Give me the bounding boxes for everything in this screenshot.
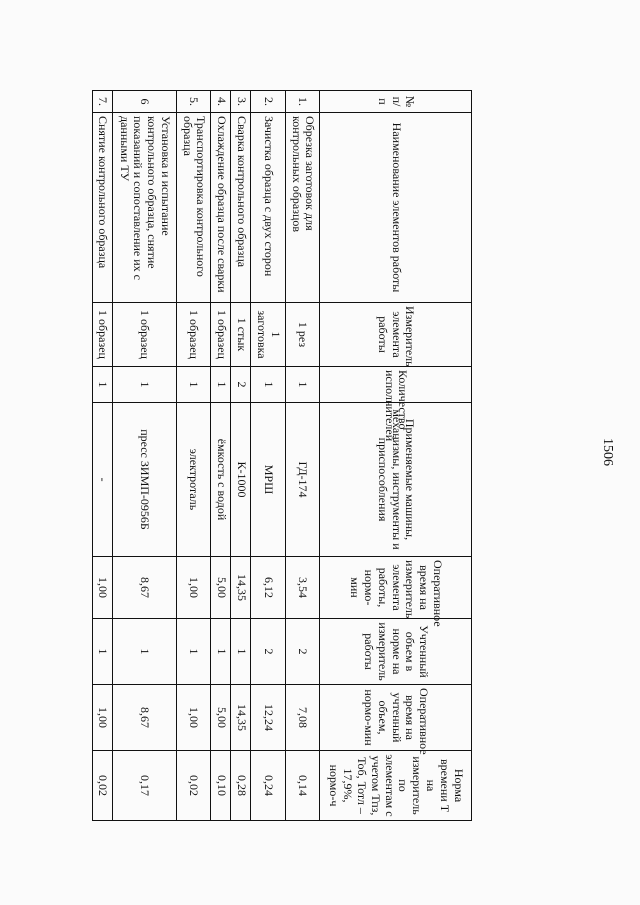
cell-num: 4. [211,91,231,113]
cell-volume: 1 [93,619,113,685]
cell-unit: 1 образец [211,303,231,367]
header-volume: Учтенный объем в норме на измеритель работы [320,619,472,685]
cell-executors: 1 [93,367,113,403]
cell-tools: ёмкость с водой [211,403,231,557]
cell-name: Установка и испытание контрольного образца, снятие показаний и сопоставление их с данными ТУ [112,113,176,303]
cell-num: 7. [93,91,113,113]
cell-op-norm: 14,35 [231,685,251,751]
cell-volume: 2 [251,619,286,685]
cell-op-norm: 8,67 [112,685,176,751]
cell-num: 5. [176,91,211,113]
cell-num: 3. [231,91,251,113]
cell-norm: 0,17 [112,751,176,821]
table-row [251,91,286,821]
table-row [93,91,113,821]
cell-unit: 1 образец [112,303,176,367]
cell-op-norm: 7,08 [285,685,320,751]
cell-norm: 0,02 [93,751,113,821]
header-op-norm: Оперативное время на учтенный объем, нормо-мин [320,685,472,751]
cell-num: 1. [285,91,320,113]
header-tools: Применяемые машины, механизмы, инструменты и приспособления [320,403,472,557]
cell-op-norm: 1,00 [93,685,113,751]
cell-executors: 1 [251,367,286,403]
table-row [211,91,231,821]
cell-tools: К-1000 [231,403,251,557]
cell-executors: 1 [285,367,320,403]
cell-op-norm: 12,24 [251,685,286,751]
cell-op-time: 5,00 [211,557,231,619]
table-header-row [320,91,472,821]
cell-name: Обрезка заготовок для контрольных образцов [285,113,320,303]
cell-unit: 1 образец [176,303,211,367]
table-row [231,91,251,821]
cell-op-time: 14,35 [231,557,251,619]
cell-tools: пресс ЗИМП-0956Б [112,403,176,557]
cell-name: Сварка контрольного образца [231,113,251,303]
cell-op-norm: 1,00 [176,685,211,751]
table-body [93,91,320,821]
header-num: № п/п [320,91,472,113]
norms-table [92,90,472,821]
cell-tools: ГД-174 [285,403,320,557]
header-name: Наименование элементов работы [320,113,472,303]
cell-volume: 1 [176,619,211,685]
cell-op-norm: 5,00 [211,685,231,751]
header-unit: Измеритель элемента работы [320,303,472,367]
cell-op-time: 1,00 [93,557,113,619]
cell-executors: 1 [112,367,176,403]
cell-op-time: 3,54 [285,557,320,619]
cell-norm: 0,10 [211,751,231,821]
cell-op-time: 1,00 [176,557,211,619]
cell-norm: 0,24 [251,751,286,821]
cell-unit: 1 рез [285,303,320,367]
norms-table-wrapper [92,90,472,820]
cell-norm: 0,28 [231,751,251,821]
cell-name: Транспортировка контрольного образца [176,113,211,303]
cell-volume: 2 [285,619,320,685]
cell-num: 2. [251,91,286,113]
cell-name: Зачистка образца с двух сторон [251,113,286,303]
cell-op-time: 6,12 [251,557,286,619]
table-row [285,91,320,821]
header-op-time: Оперативное время на измеритель элемента работы, нормо-мин [320,557,472,619]
cell-tools: - [93,403,113,557]
cell-tools: электроталь [176,403,211,557]
cell-volume: 1 [112,619,176,685]
cell-name: Охлаждение образца после сварки [211,113,231,303]
table-row [112,91,176,821]
table-row [176,91,211,821]
cell-num: 6 [112,91,176,113]
cell-volume: 1 [231,619,251,685]
cell-unit: 1 стык [231,303,251,367]
header-executors: Количество исполнителей [320,367,472,403]
cell-name: Снятие контрольного образца [93,113,113,303]
header-norm: Норма времени Т на измеритель по элементам с учетом Тпз, Тоб, Тотл – 17,9%, нормо-ч [320,751,472,821]
cell-tools: МРШ [251,403,286,557]
cell-executors: 1 [211,367,231,403]
cell-norm: 0,14 [285,751,320,821]
cell-executors: 1 [176,367,211,403]
cell-executors: 2 [231,367,251,403]
page-number: 1506 [600,438,615,466]
cell-unit: 1 образец [93,303,113,367]
cell-unit: 1 заготовка [251,303,286,367]
cell-op-time: 8,67 [112,557,176,619]
cell-volume: 1 [211,619,231,685]
cell-norm: 0,02 [176,751,211,821]
